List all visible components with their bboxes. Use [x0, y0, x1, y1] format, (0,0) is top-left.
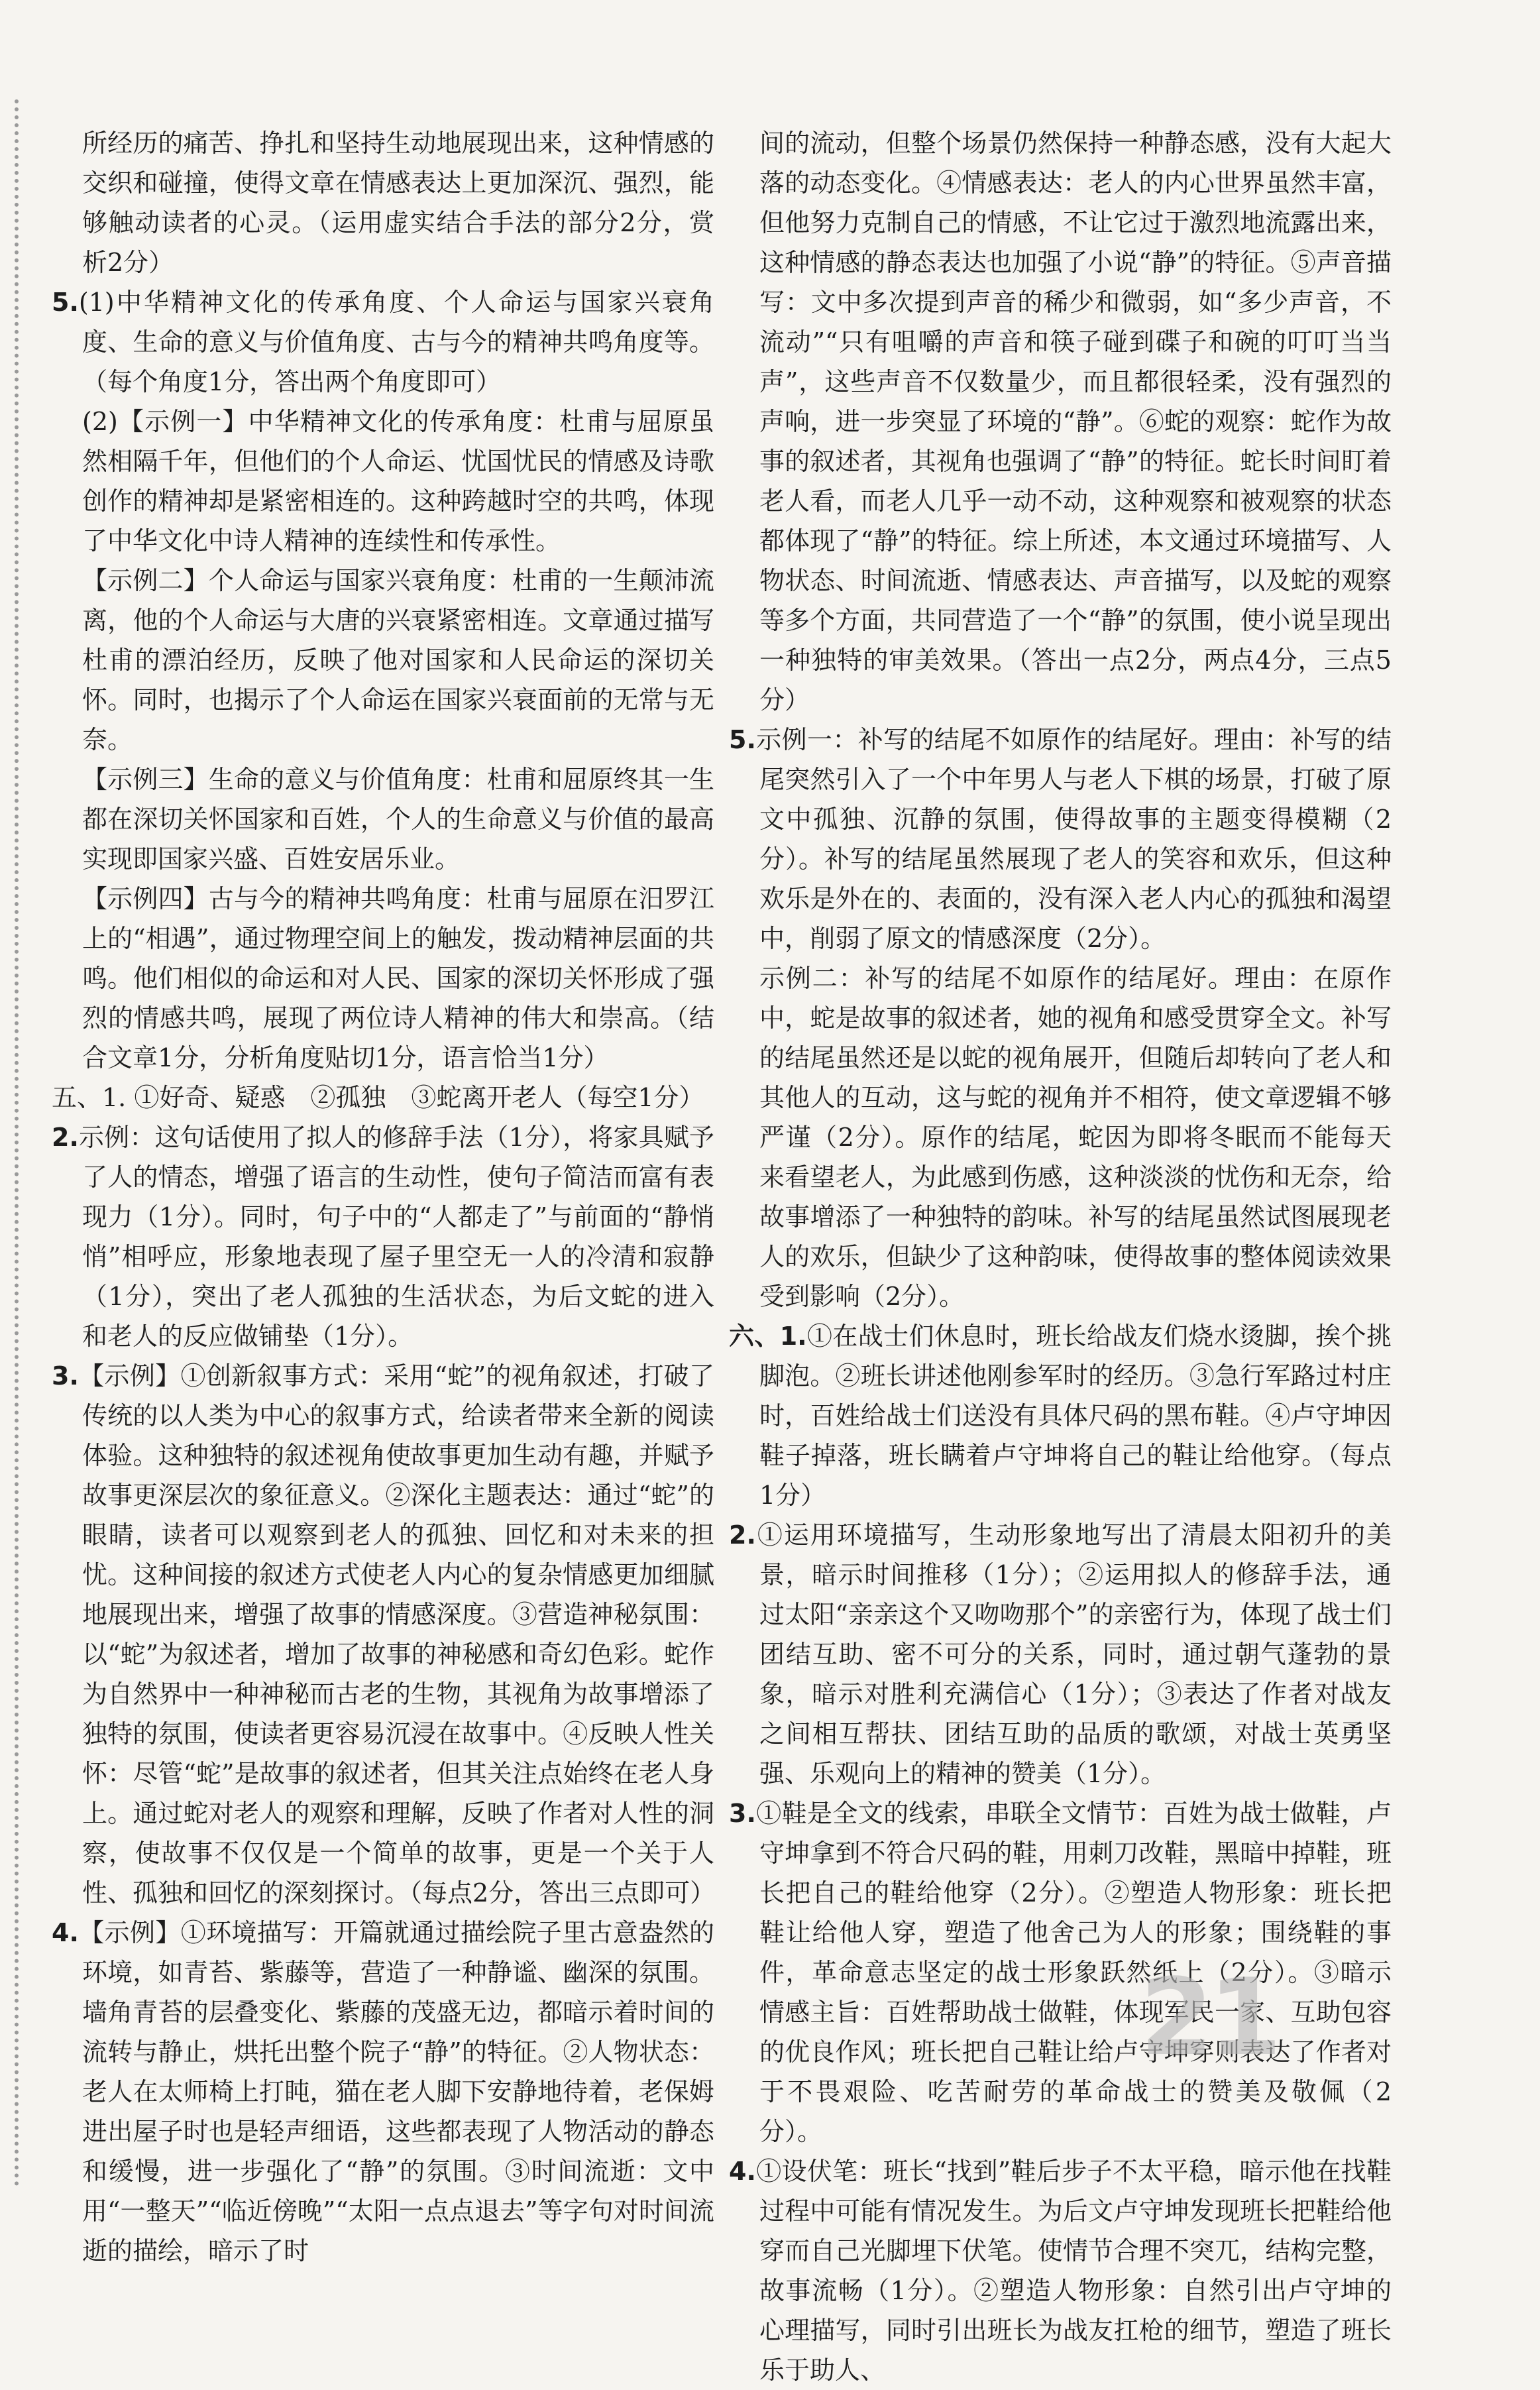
left-column-paragraph: [52, 402, 714, 561]
answer-text: ①设伏笔：班长“找到”鞋后步子不太平稳，暗示他在找鞋过程中可能有情况发生。为后文卢守坤发现班长把鞋给他穿而自己光脚埋下伏笔。使情节合理不突兀，结构完整，故事流畅（1分）。②塑造人物形象：自然引出卢守坤的心理描写，同时引出班长为战友扛枪的细节，塑造了班长乐于助人、: [755, 2157, 1392, 2385]
answer-text: 【示例】①创新叙事方式：采用“蛇”的视角叙述，打破了传统的以人类为中心的叙事方式，给读者带来全新的阅读体验。这种独特的叙述视角使故事更加生动有趣，并赋予故事更深层次的象征意义。②深化主题表达：通过“蛇”的眼睛，读者可以观察到老人的孤独、回忆和对未来的担忧。这种间接的叙述方式使老人内心的复杂情感更加细腻地展现出来，增强了故事的情感深度。③营造神秘氛围：以“蛇”为叙述者，增加了故事的神秘感和奇幻色彩。蛇作为自然界中一种神秘而古老的生物，其视角为故事增添了独特的氛围，使读者更容易沉浸在故事中。④反映人性关怀：尽管“蛇”是故事的叙述者，但其关注点始终在老人身上。通过蛇对老人的观察和理解，反映了作者对人性的洞察，使故事不仅仅是一个简单的故事，更是一个关于人性、孤独和回忆的深刻探讨。（每点2分，答出三点即可）: [78, 1361, 716, 1907]
right-column-paragraph: [729, 958, 1392, 1316]
answer-text: (1)中华精神文化的传承角度、个人命运与国家兴衰角度、生命的意义与价值角度、古与今的精神共鸣角度等。（每个角度1分，答出两个角度即可）: [78, 288, 714, 396]
left-column-paragraph: [52, 123, 714, 282]
question-number: 2.: [729, 1520, 756, 1550]
question-number: 3.: [52, 1361, 79, 1391]
left-column-paragraph: [52, 879, 714, 1078]
question-number: 六、1.: [729, 1322, 807, 1351]
answer-text: (2)【示例一】中华精神文化的传承角度：杜甫与屈原虽然相隔千年，但他们的个人命运、忧国忧民的情感及诗歌创作的精神却是紧密相连的。这种跨越时空的共鸣，体现了中华文化中诗人精神的连续性和传承性。: [82, 407, 714, 555]
right-column-paragraph: [729, 720, 1392, 958]
left-column-paragraph: [52, 760, 714, 879]
answer-text: 所经历的痛苦、挣扎和坚持生动地展现出来，这种情感的交织和碰撞，使得文章在情感表达上更加深沉、强烈，能够触动读者的心灵。（运用虚实结合手法的部分2分，赏析2分）: [82, 129, 714, 277]
answer-text: 【示例】①环境描写：开篇就通过描绘院子里古意盎然的环境，如青苔、紫藤等，营造了一种静谧、幽深的氛围。墙角青苔的层叠变化、紫藤的茂盛无边，都暗示着时间的流转与静止，烘托出整个院子“静”的特征。②人物状态：老人在太师椅上打盹，猫在老人脚下安静地待着，老保姆进出屋子时也是轻声细语，这些都表现了人物活动的静态和缓慢，进一步强化了“静”的氛围。③时间流逝：文中用“一整天”“临近傍晚”“太阳一点点退去”等字句对时间流逝的描绘，暗示了时: [78, 1918, 714, 2265]
answer-text: ①在战士们休息时，班长给战友们烧水烫脚，挨个挑脚泡。②班长讲述他刚参军时的经历。③急行军路过村庄时，百姓给战士们送没有具体尺码的黑布鞋。④卢守坤因鞋子掉落，班长瞒着卢守坤将自己的鞋让给他穿。（每点1分）: [759, 1322, 1392, 1510]
answer-text: 【示例三】生命的意义与价值角度：杜甫和屈原终其一生都在深切关怀国家和百姓，个人的生命意义与价值的最高实现即国家兴盛、百姓安居乐业。: [82, 765, 714, 874]
left-column-paragraph: [52, 1356, 714, 1913]
right-column-paragraph: [729, 1316, 1392, 1515]
question-number: 5.: [52, 288, 79, 317]
answer-text: 示例：这句话使用了拟人的修辞手法（1分），将家具赋予了人的情态，增强了语言的生动性，使句子简洁而富有表现力（1分）。同时，句子中的“人都走了”与前面的“静悄悄”相呼应，形象地表现了屋子里空无一人的冷清和寂静（1分），突出了老人孤独的生活状态，为后文蛇的进入和老人的反应做铺垫（1分）。: [78, 1123, 714, 1351]
left-column-paragraph: [52, 1117, 714, 1356]
answer-text: 五、1. ①好奇、疑惑 ②孤独 ③蛇离开老人（每空1分）: [52, 1083, 704, 1112]
answer-text: ①运用环境描写，生动形象地写出了清晨太阳初升的美景，暗示时间推移（1分）；②运用拟人的修辞手法，通过太阳“亲亲这个又吻吻那个”的亲密行为，体现了战士们团结互助、密不可分的关系，同时，通过朝气蓬勃的景象，暗示对胜利充满信心（1分）；③表达了作者对战友之间相互帮扶、团结互助的品质的歌颂，对战士英勇坚强、乐观向上的精神的赞美（1分）。: [755, 1520, 1392, 1788]
left-column-paragraph: [52, 561, 714, 760]
answer-text: 间的流动，但整个场景仍然保持一种静态感，没有大起大落的动态变化。④情感表达：老人的内心世界虽然丰富，但他努力克制自己的情感，不让它过于激烈地流露出来，这种情感的静态表达也加强了小说“静”的特征。⑤声音描写：文中多次提到声音的稀少和微弱，如“多少声音，不流动”“只有咀嚼的声音和筷子碰到碟子和碗的叮叮当当声”，这些声音不仅数量少，而且都很轻柔，没有强烈的声响，进一步突显了环境的“静”。⑥蛇的观察：蛇作为故事的叙述者，其视角也强调了“静”的特征。蛇长时间盯着老人看，而老人几乎一动不动，这种观察和被观察的状态都体现了“静”的特征。综上所述，本文通过环境描写、人物状态、时间流逝、情感表达、声音描写，以及蛇的观察等多个方面，共同营造了一个“静”的氛围，使小说呈现出一种独特的审美效果。（答出一点2分，两点4分，三点5分）: [759, 129, 1392, 714]
right-column-paragraph: [729, 123, 1392, 720]
right-column-paragraph: [729, 1515, 1392, 1793]
answer-text: 【示例四】古与今的精神共鸣角度：杜甫与屈原在汨罗江上的“相遇”，通过物理空间上的触发，拨动精神层面的共鸣。他们相似的命运和对人民、国家的深切关怀形成了强烈的情感共鸣，展现了两位诗人精神的伟大和崇高。（结合文章1分，分析角度贴切1分，语言恰当1分）: [82, 884, 714, 1072]
answer-text: 示例二：补写的结尾不如原作的结尾好。理由：在原作中，蛇是故事的叙述者，她的视角和感受贯穿全文。补写的结尾虽然还是以蛇的视角展开，但随后却转向了老人和其他人的互动，这与蛇的视角并不相符，使文章逻辑不够严谨（2分）。原作的结尾，蛇因为即将冬眠而不能每天来看望老人，为此感到伤感，这种淡淡的忧伤和无奈，给故事增添了一种独特的韵味。补写的结尾虽然试图展现老人的欢乐，但缺少了这种韵味，使得故事的整体阅读效果受到影响（2分）。: [759, 964, 1392, 1311]
answer-text: 示例一：补写的结尾不如原作的结尾好。理由：补写的结尾突然引入了一个中年男人与老人下棋的场景，打破了原文中孤独、沉静的氛围，使得故事的主题变得模糊（2分）。补写的结尾虽然展现了老人的笑容和欢乐，但这种欢乐是外在的、表面的，没有深入老人内心的孤独和渴望中，削弱了原文的情感深度（2分）。: [755, 725, 1392, 953]
binding-dotted-rule: [15, 99, 19, 2187]
right-column: [729, 123, 1392, 2390]
left-column-paragraph: [52, 282, 714, 402]
answer-text: 【示例二】个人命运与国家兴衰角度：杜甫的一生颠沛流离，他的个人命运与大唐的兴衰紧密相连。文章通过描写杜甫的漂泊经历，反映了他对国家和人民命运的深切关怀。同时，也揭示了个人命运在国家兴衰面前的无常与无奈。: [82, 566, 714, 754]
right-column-paragraph: [729, 2151, 1392, 2390]
question-number: 3.: [729, 1799, 756, 1828]
left-column: [52, 123, 714, 2271]
question-number: 4.: [52, 1918, 79, 1947]
question-number: 5.: [729, 725, 756, 754]
left-column-paragraph: [52, 1913, 714, 2271]
right-column-paragraph: [729, 1793, 1392, 2151]
page-number: 21: [1140, 1955, 1277, 2079]
left-column-paragraph: [52, 1078, 714, 1117]
question-number: 4.: [729, 2157, 756, 2186]
question-number: 2.: [52, 1123, 79, 1152]
answer-text: ①鞋是全文的线索，串联全文情节：百姓为战士做鞋，卢守坤拿到不符合尺码的鞋，用刺刀改鞋，黑暗中掉鞋，班长把自己的鞋给他穿（2分）。②塑造人物形象：班长把鞋让给他人穿，塑造了他舍己为人的形象；围绕鞋的事件，革命意志坚定的战士形象跃然纸上（2分）。③暗示情感主旨：百姓帮助战士做鞋，体现军民一家、互助包容的优良作风；班长把自己鞋让给卢守坤穿则表达了作者对于不畏艰险、吃苦耐劳的革命战士的赞美及敬佩（2分）。: [755, 1799, 1392, 2146]
